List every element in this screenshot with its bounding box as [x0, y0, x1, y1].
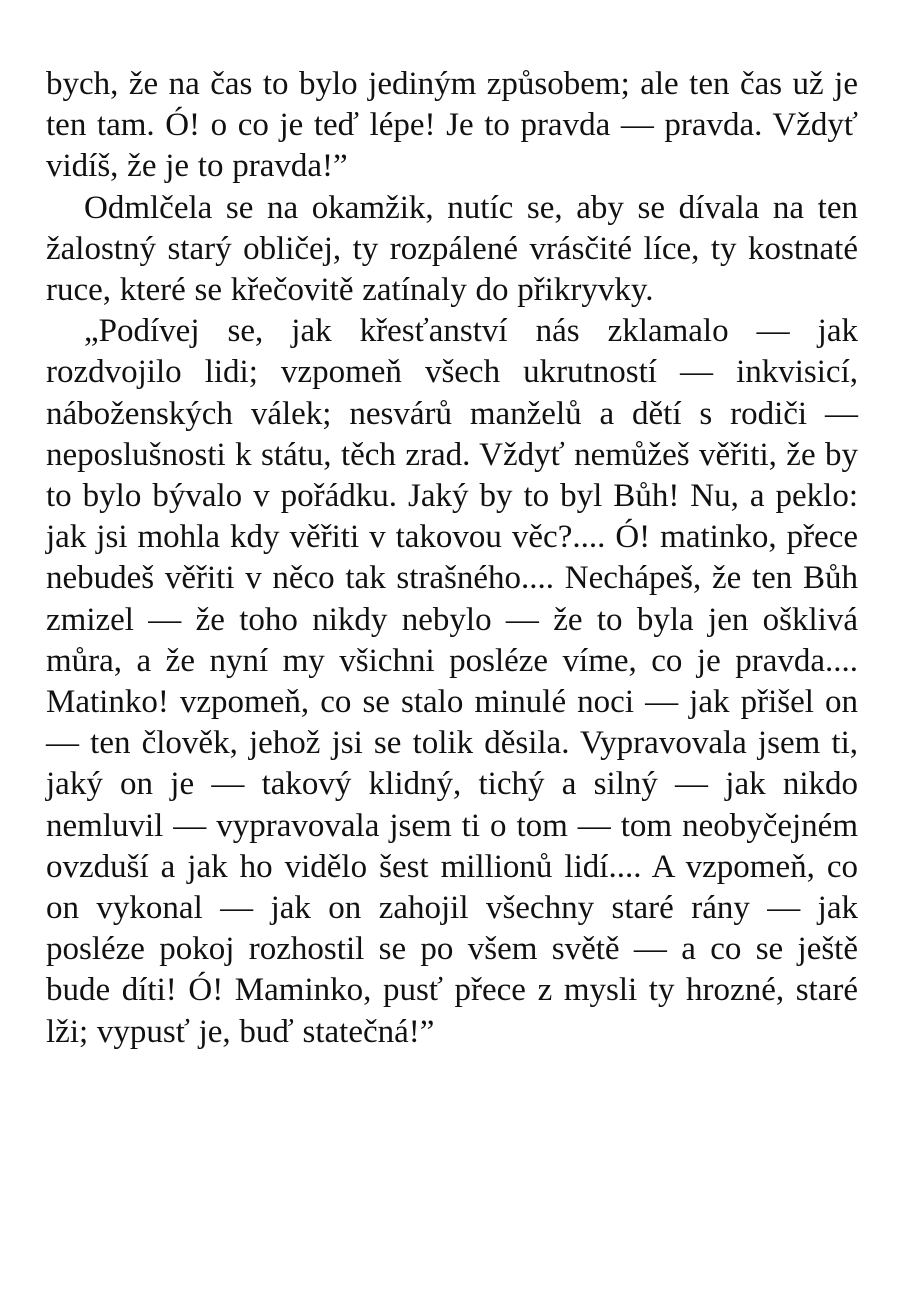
page-text	[46, 64, 858, 1053]
paragraph-narration: Odmlčela se na okamžik, nutíc se, aby se dívala na ten žalostný starý obličej, ty rozpálené vrásčité líce, ty kostnaté ruce, které se křečovitě zatínaly do přikryvky.	[46, 189, 858, 309]
paragraph-continuation: bych, že na čas to bylo jediným způsobem; ale ten čas už je ten tam. Ó! o co je teď lépe! Je to pravda — pravda. Vždyť vidíš, že je to pravda!”	[46, 66, 858, 185]
paragraph-speech: „Podívej se, jak křesťanství nás zklamalo — jak rozdvojilo lidi; vzpomeň všech ukrutností — inkvisicí, náboženských válek; nesvárů manželů a dětí s rodiči — neposlušnosti k státu, těch zrad. Vždyť nemůžeš věřiti, že by to bylo bývalo v pořádku. Jaký by to byl Bůh! Nu, a peklo: jak jsi mohla kdy věřiti v takovou věc?.... Ó! matinko, přece nebudeš věřiti v něco tak strašného.... Nechápeš, že ten Bůh zmizel — že toho nikdy nebylo — že to byla jen ošklivá můra, a že nyní my všichni posléze víme, co je pravda.... Matinko! vzpomeň, co se stalo minulé noci — jak přišel on — ten člověk, jehož jsi se tolik děsila. Vypravovala jsem ti, jaký on je — takový klidný, tichý a silný — jak nikdo nemluvil — vypravovala jsem ti o tom — tom neobyčejném ovzduší a jak ho vidělo šest millionů lidí.... A vzpomeň, co on vykonal — jak on zahojil všechny staré rány — jak posléze pokoj rozhostil se po všem světě — a co se ještě bude díti! Ó! Maminko, pusť přece z mysli ty hrozné, staré lži; vypusť je, buď statečná!”	[46, 313, 858, 1050]
